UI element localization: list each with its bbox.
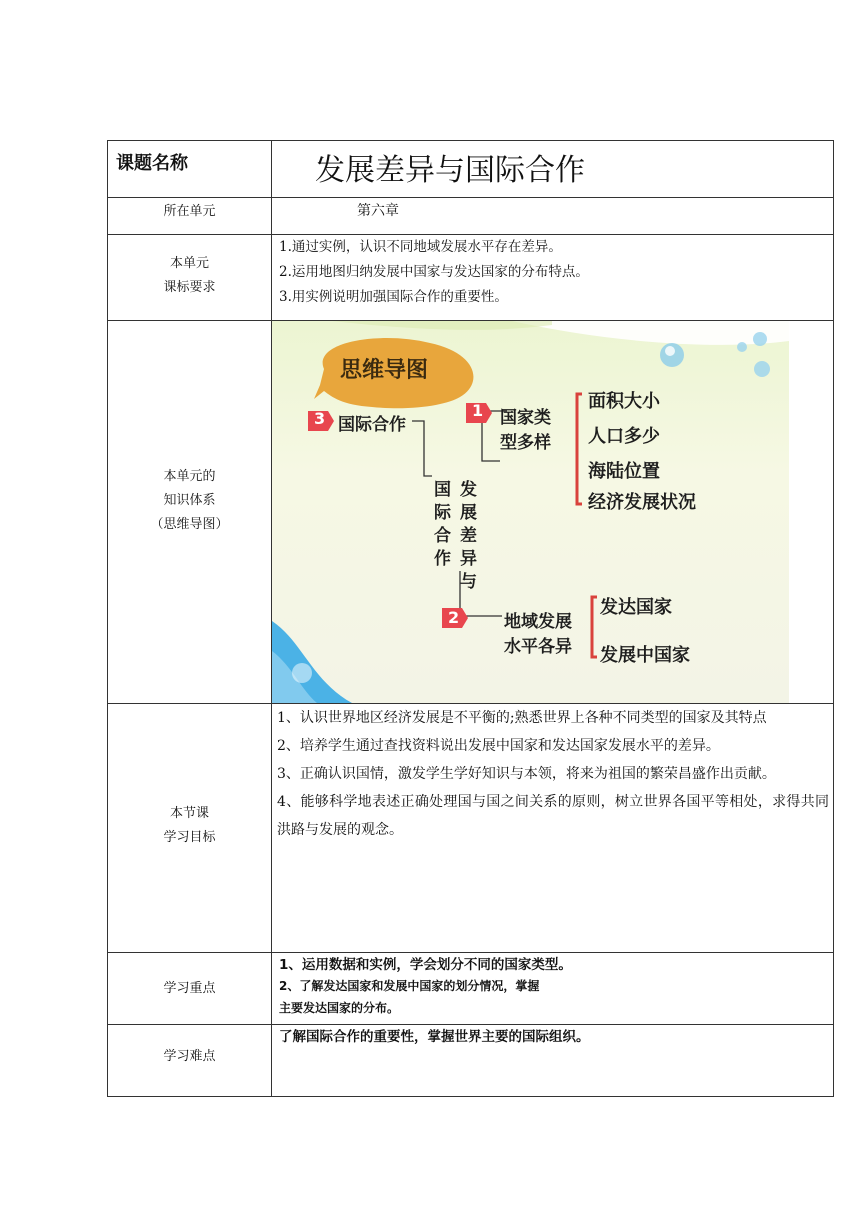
unit-label: 所在单元 — [108, 198, 272, 235]
branch1-label-1: 国家类 — [500, 408, 551, 428]
key-point: 1、运用数据和实例，学会划分不同的国家类型。 — [279, 957, 572, 973]
goals-label-line: 本节课 — [169, 806, 209, 821]
unit-value: 第六章 — [272, 198, 834, 235]
title-label: 课题名称 — [108, 141, 272, 198]
title-value: 发展差异与国际合作 — [272, 141, 834, 198]
requirements-list — [272, 235, 834, 321]
goals-list — [272, 704, 834, 953]
center-left: 国际合作 — [434, 480, 451, 569]
knowledge-label-line: 知识体系 — [163, 493, 216, 508]
lesson-plan-table — [107, 140, 834, 1097]
branch1-item: 面积大小 — [588, 391, 660, 412]
branch2-label-2: 水平各异 — [504, 637, 572, 657]
knowledge-label-line: 本单元的 — [163, 469, 216, 484]
key-point: 主要发达国家的分布。 — [279, 1001, 400, 1015]
key-points-list — [272, 953, 834, 1025]
goals-label — [108, 704, 272, 953]
knowledge-label-line: （思维导图） — [150, 517, 229, 532]
goals-label-line: 学习目标 — [163, 830, 216, 845]
branch1-label-2: 型多样 — [500, 433, 551, 453]
difficulty-cell — [272, 1025, 834, 1097]
branch3-label: 国际合作 — [338, 415, 406, 435]
requirements-label-line: 课标要求 — [163, 280, 216, 295]
center-right: 发展差异与 — [460, 480, 477, 592]
difficulty-text: 了解国际合作的重要性，掌握世界主要的国际组织。 — [279, 1029, 590, 1045]
branch1-item: 海陆位置 — [588, 461, 660, 482]
mindmap-cell — [272, 321, 834, 704]
branch2-item: 发展中国家 — [600, 645, 690, 666]
difficulty-label: 学习难点 — [108, 1025, 272, 1097]
requirements-label-line: 本单元 — [169, 256, 209, 271]
mindmap-image — [272, 321, 789, 703]
branch1-item: 人口多少 — [588, 426, 660, 447]
badge-1: 1 — [472, 401, 484, 420]
goal-item: 3、正确认识国情，激发学生学好知识与本领，将来为祖国的繁荣昌盛作出贡献。 — [277, 766, 776, 782]
key-point: 2、了解发达国家和发展中国家的划分情况，掌握 — [279, 979, 540, 993]
requirement-item: 1.通过实例，认识不同地域发展水平存在差异。 — [279, 239, 562, 255]
branch2-label-1: 地域发展 — [504, 612, 572, 632]
badge-2: 2 — [448, 608, 460, 627]
requirement-item: 2.运用地图归纳发展中国家与发达国家的分布特点。 — [279, 264, 589, 280]
branch1-item: 经济发展状况 — [588, 492, 696, 513]
badge-3: 3 — [314, 409, 326, 428]
requirement-item: 3.用实例说明加强国际合作的重要性。 — [279, 289, 508, 305]
mindmap-header: 思维导图 — [340, 358, 429, 383]
goal-item: 4、能够科学地表述正确处理国与国之间关系的原则，树立世界各国平等相处，求得共同洪路与发展的观念。 — [277, 794, 829, 838]
key-points-label: 学习重点 — [108, 953, 272, 1025]
goal-item: 1、认识世界地区经济发展是不平衡的;熟悉世界上各种不同类型的国家及其特点 — [277, 710, 767, 726]
requirements-label — [108, 235, 272, 321]
knowledge-label — [108, 321, 272, 704]
goal-item: 2、培养学生通过查找资料说出发展中国家和发达国家发展水平的差异。 — [277, 738, 720, 754]
branch2-item: 发达国家 — [600, 597, 672, 618]
